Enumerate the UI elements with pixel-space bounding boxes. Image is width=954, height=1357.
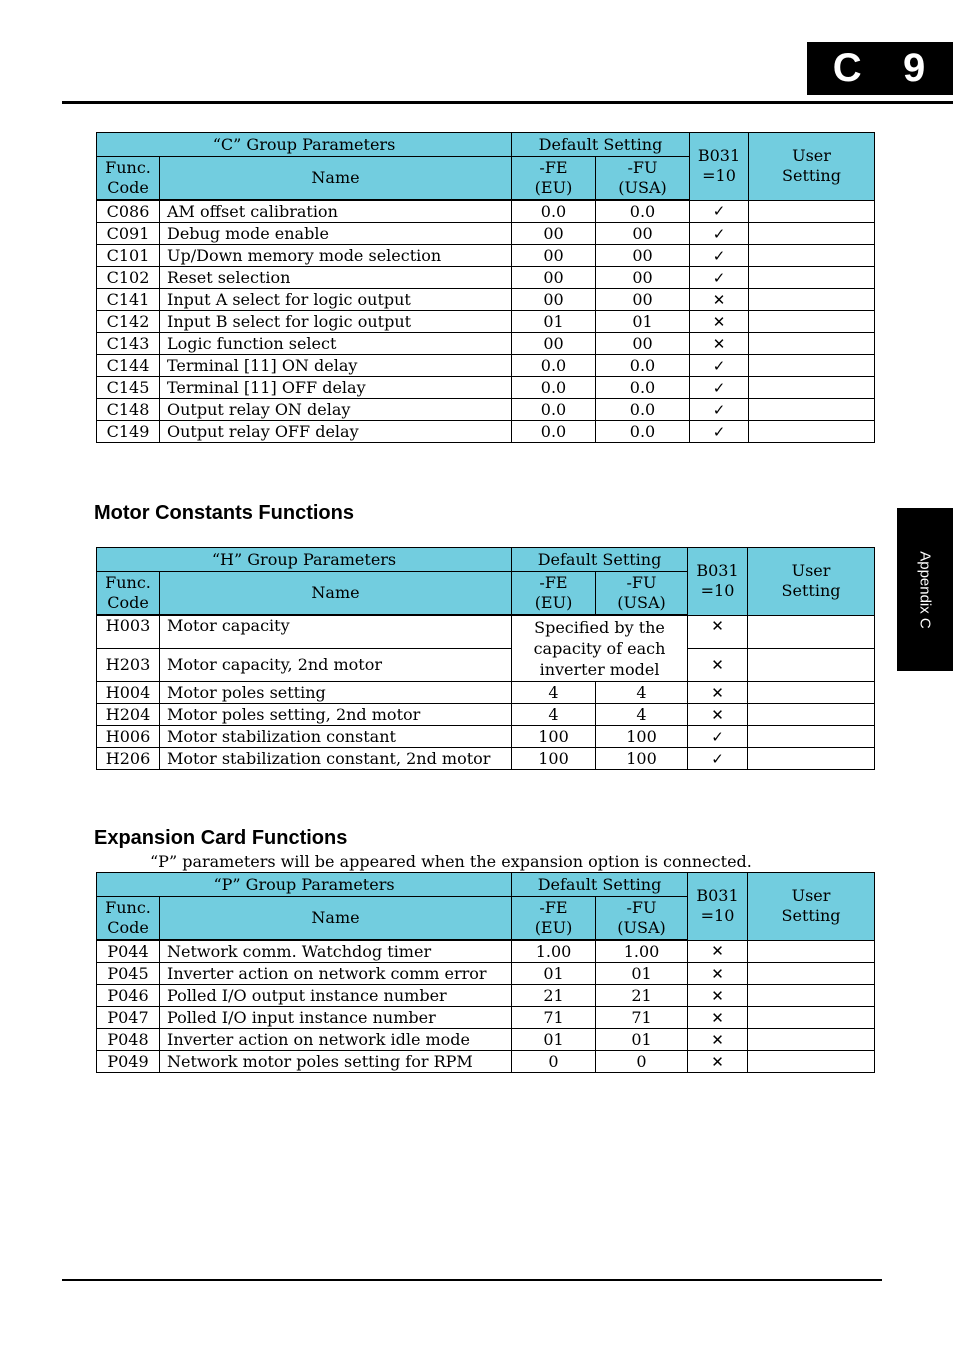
row-code: H004 [97, 682, 160, 704]
row-code: P047 [97, 1007, 160, 1029]
row-name: Network comm. Watchdog timer [160, 940, 512, 963]
b031-header [688, 548, 748, 616]
row-name: Up/Down memory mode selection [160, 245, 512, 267]
p-group-table [96, 872, 875, 1073]
row-code: P049 [97, 1051, 160, 1073]
user-setting-header [748, 873, 875, 941]
row-fu: 01 [596, 311, 690, 333]
b031-mark: ✓ [690, 355, 749, 377]
table-row [97, 311, 875, 333]
row-code: H206 [97, 748, 160, 770]
row-fe: 00 [512, 333, 596, 355]
user-setting-cell [748, 704, 875, 726]
row-fe: 00 [512, 223, 596, 245]
b031-mark: ✕ [688, 940, 748, 963]
b031-mark: ✕ [688, 1007, 748, 1029]
row-name: Input A select for logic output [160, 289, 512, 311]
appendix-side-label: Appendix C [916, 551, 934, 629]
table-row [97, 1029, 875, 1051]
b031-mark: ✕ [690, 289, 749, 311]
row-fe: 01 [512, 963, 596, 985]
b031-mark: ✓ [690, 399, 749, 421]
fe-header-text: -FE (EU) [534, 573, 573, 612]
row-fu: 100 [596, 726, 688, 748]
row-fe: 0.0 [512, 355, 596, 377]
b031-mark: ✕ [690, 333, 749, 355]
row-name: Polled I/O output instance number [160, 985, 512, 1007]
b031-mark: ✓ [690, 267, 749, 289]
b031-mark: ✓ [690, 200, 749, 223]
row-name: Motor poles setting, 2nd motor [160, 704, 512, 726]
table-row [97, 267, 875, 289]
row-code: C101 [97, 245, 160, 267]
user-setting-cell [748, 1051, 875, 1073]
user-setting-header-text: User Setting [782, 146, 841, 186]
user-setting-header [749, 133, 875, 201]
func-code-header-text: Func. Code [105, 573, 151, 612]
default-setting-header: Default Setting [512, 133, 690, 157]
name-header: Name [160, 897, 512, 941]
row-fu: 1.00 [596, 940, 688, 963]
appendix-side-tab [897, 508, 953, 671]
user-setting-cell [749, 399, 875, 421]
row-fu: 0.0 [596, 421, 690, 443]
row-code: C143 [97, 333, 160, 355]
row-name: Terminal [11] ON delay [160, 355, 512, 377]
user-setting-cell [748, 985, 875, 1007]
row-name: Motor stabilization constant, 2nd motor [160, 748, 512, 770]
row-fu: 00 [596, 267, 690, 289]
expansion-section-title: Expansion Card Functions [94, 827, 348, 849]
row-fu: 71 [596, 1007, 688, 1029]
row-fu: 00 [596, 333, 690, 355]
row-name: Network motor poles setting for RPM [160, 1051, 512, 1073]
row-code: C145 [97, 377, 160, 399]
user-setting-cell [748, 615, 875, 649]
row-fu: 21 [596, 985, 688, 1007]
b031-header [688, 873, 748, 941]
row-code: C148 [97, 399, 160, 421]
row-fe: 01 [512, 311, 596, 333]
user-setting-header-text: User Setting [781, 561, 841, 601]
row-name: Reset selection [160, 267, 512, 289]
user-setting-cell [749, 377, 875, 399]
row-name: Input B select for logic output [160, 311, 512, 333]
row-name: Terminal [11] OFF delay [160, 377, 512, 399]
row-code: C091 [97, 223, 160, 245]
row-code: H006 [97, 726, 160, 748]
user-setting-cell [748, 940, 875, 963]
capacity-default-cell [512, 615, 688, 682]
row-name: Motor poles setting [160, 682, 512, 704]
row-name: Motor stabilization constant [160, 726, 512, 748]
fe-header-text: -FE (EU) [534, 898, 573, 937]
b031-header-text: B031 =10 [697, 146, 741, 186]
row-name: AM offset calibration [160, 200, 512, 223]
footer-rule [62, 1279, 882, 1281]
user-setting-cell [749, 333, 875, 355]
b031-mark: ✓ [690, 245, 749, 267]
row-name: Polled I/O input instance number [160, 1007, 512, 1029]
row-name: Inverter action on network comm error [160, 963, 512, 985]
table-row [97, 985, 875, 1007]
fu-header-text: -FU (USA) [617, 573, 666, 612]
user-setting-cell [748, 649, 875, 682]
row-code: C102 [97, 267, 160, 289]
row-fe: 0.0 [512, 377, 596, 399]
row-fu: 01 [596, 1029, 688, 1051]
row-fu: 100 [596, 748, 688, 770]
row-fu: 00 [596, 245, 690, 267]
row-fu: 0.0 [596, 355, 690, 377]
row-fe: 4 [512, 682, 596, 704]
b031-mark: ✕ [688, 649, 748, 682]
row-name: Logic function select [160, 333, 512, 355]
row-code: P044 [97, 940, 160, 963]
user-setting-cell [749, 200, 875, 223]
row-code: P045 [97, 963, 160, 985]
row-fu: 0 [596, 1051, 688, 1073]
b031-mark: ✕ [690, 311, 749, 333]
row-fu: 0.0 [596, 377, 690, 399]
table-row [97, 615, 875, 649]
row-fu: 0.0 [596, 399, 690, 421]
row-fe: 100 [512, 726, 596, 748]
b031-mark: ✕ [688, 682, 748, 704]
row-fe: 0.0 [512, 200, 596, 223]
table-row [97, 726, 875, 748]
row-fe: 1.00 [512, 940, 596, 963]
table-row [97, 421, 875, 443]
row-name: Output relay ON delay [160, 399, 512, 421]
capacity-default-text: Specified by the capacity of each inverter model [533, 618, 666, 679]
default-setting-header: Default Setting [512, 873, 688, 897]
row-fe: 21 [512, 985, 596, 1007]
row-fe: 100 [512, 748, 596, 770]
table-row [97, 748, 875, 770]
row-name: Output relay OFF delay [160, 421, 512, 443]
b031-mark: ✓ [688, 726, 748, 748]
table-row [97, 399, 875, 421]
fe-header [512, 157, 596, 201]
b031-mark: ✕ [688, 1029, 748, 1051]
b031-mark: ✓ [690, 223, 749, 245]
user-setting-cell [749, 267, 875, 289]
user-setting-cell [748, 963, 875, 985]
user-setting-cell [749, 245, 875, 267]
user-setting-header-text: User Setting [781, 886, 841, 926]
func-code-header [97, 897, 160, 941]
row-name: Inverter action on network idle mode [160, 1029, 512, 1051]
user-setting-cell [748, 1007, 875, 1029]
row-fu: 00 [596, 289, 690, 311]
table-row [97, 223, 875, 245]
table-row [97, 355, 875, 377]
func-code-header-text: Func. Code [105, 898, 151, 937]
table-row [97, 1051, 875, 1073]
row-fe: 71 [512, 1007, 596, 1029]
fu-header [596, 897, 688, 941]
user-setting-cell [749, 223, 875, 245]
row-fe: 00 [512, 289, 596, 311]
group-header: “C” Group Parameters [97, 133, 512, 157]
user-setting-cell [749, 355, 875, 377]
group-header: “H” Group Parameters [97, 548, 512, 572]
user-setting-cell [748, 1029, 875, 1051]
table-row [97, 333, 875, 355]
row-code: C086 [97, 200, 160, 223]
user-setting-header [748, 548, 875, 616]
b031-mark: ✓ [690, 421, 749, 443]
b031-mark: ✓ [688, 748, 748, 770]
table-row [97, 963, 875, 985]
b031-header-text: B031 =10 [696, 561, 739, 601]
user-setting-cell [749, 311, 875, 333]
fu-header [596, 157, 690, 201]
table-row [97, 649, 875, 682]
b031-mark: ✕ [688, 963, 748, 985]
table-row [97, 289, 875, 311]
row-code: P048 [97, 1029, 160, 1051]
row-name: Motor capacity, 2nd motor [160, 649, 512, 682]
table-row [97, 377, 875, 399]
table-row [97, 245, 875, 267]
row-fe: 01 [512, 1029, 596, 1051]
b031-mark: ✕ [688, 1051, 748, 1073]
row-fu: 01 [596, 963, 688, 985]
row-code: P046 [97, 985, 160, 1007]
user-setting-cell [749, 421, 875, 443]
user-setting-cell [748, 748, 875, 770]
b031-mark: ✕ [688, 704, 748, 726]
row-fe: 0 [512, 1051, 596, 1073]
row-code: C144 [97, 355, 160, 377]
table-row [97, 1007, 875, 1029]
table-row [97, 200, 875, 223]
group-header: “P” Group Parameters [97, 873, 512, 897]
user-setting-cell [748, 682, 875, 704]
table-row [97, 682, 875, 704]
row-fe: 00 [512, 245, 596, 267]
row-fe: 0.0 [512, 399, 596, 421]
row-fu: 0.0 [596, 200, 690, 223]
header-rule [62, 101, 953, 104]
row-code: C141 [97, 289, 160, 311]
user-setting-cell [749, 289, 875, 311]
table-row [97, 704, 875, 726]
row-code: H203 [97, 649, 160, 682]
row-code: H204 [97, 704, 160, 726]
name-header: Name [160, 572, 512, 616]
row-fe: 4 [512, 704, 596, 726]
row-code: H003 [97, 615, 160, 649]
row-name: Motor capacity [160, 615, 512, 649]
row-fu: 00 [596, 223, 690, 245]
b031-mark: ✕ [688, 615, 748, 649]
fu-header [596, 572, 688, 616]
page-number-tab: C 9 [807, 42, 953, 95]
fu-header-text: -FU (USA) [618, 158, 667, 197]
row-code: C142 [97, 311, 160, 333]
b031-header-text: B031 =10 [696, 886, 739, 926]
row-code: C149 [97, 421, 160, 443]
user-setting-cell [748, 726, 875, 748]
row-fe: 0.0 [512, 421, 596, 443]
row-fu: 4 [596, 682, 688, 704]
c-group-table [96, 132, 875, 443]
motor-section-title: Motor Constants Functions [94, 502, 354, 524]
row-fu: 4 [596, 704, 688, 726]
name-header: Name [160, 157, 512, 201]
b031-header [690, 133, 749, 201]
expansion-note: “P” parameters will be appeared when the expansion option is connected. [150, 852, 752, 871]
fe-header-text: -FE (EU) [534, 158, 573, 197]
b031-mark: ✓ [690, 377, 749, 399]
fe-header [512, 897, 596, 941]
func-code-header [97, 572, 160, 616]
b031-mark: ✕ [688, 985, 748, 1007]
row-name: Debug mode enable [160, 223, 512, 245]
default-setting-header: Default Setting [512, 548, 688, 572]
table-row [97, 940, 875, 963]
fu-header-text: -FU (USA) [617, 898, 666, 937]
h-group-table [96, 547, 875, 770]
fe-header [512, 572, 596, 616]
func-code-header [97, 157, 160, 201]
func-code-header-text: Func. Code [105, 158, 151, 197]
row-fe: 00 [512, 267, 596, 289]
